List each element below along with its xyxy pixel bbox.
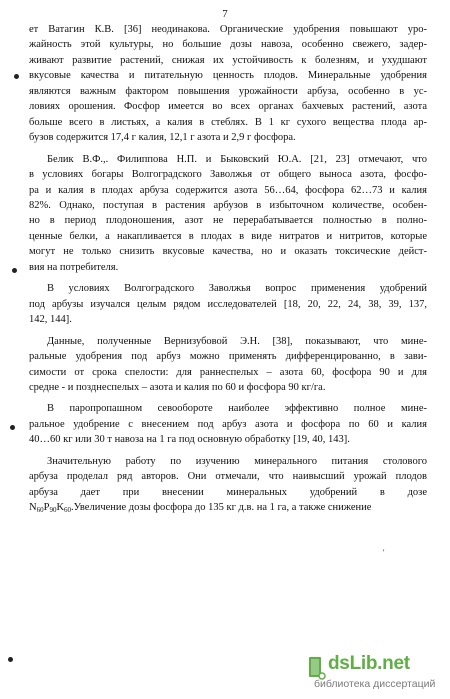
paragraph	[29, 281, 427, 327]
text-line: Белик В.Ф.,. Филиппова Н.П. и Быковский Ю.А. [21, 23] отмечают, что	[47, 153, 427, 165]
text-line: ральные удобрения под арбуз можно применять дифференцированно, в зави-	[29, 351, 427, 363]
potassium-symbol: K	[56, 502, 65, 514]
text-line: средне - и позднеспелых – азота и калия по 60 и фосфора 90 кг/га.	[29, 381, 326, 393]
nitrogen-dose: 60	[36, 506, 44, 515]
margin-mark	[8, 657, 13, 662]
text-line: вия на потребителя.	[29, 261, 119, 273]
text-line: ет Ватагин К.В. [36] неодинакова. Органические удобрения повышают уро-	[29, 24, 427, 35]
paragraph	[29, 334, 427, 396]
text-line: ценные белки, а накапливается в плодах в виде нитратов и нитритов, которые	[29, 230, 427, 242]
text-line: Значительную работу по изучению минерального питания столового	[47, 455, 427, 467]
phosphorus-dose: 90	[49, 506, 57, 515]
paragraph	[29, 152, 427, 276]
body-text	[29, 22, 427, 516]
text-line: вкусовые качества и питательную ценность плодов. Минеральные удобрения	[29, 70, 427, 82]
formula-rest: .Увеличение дозы фосфора до 135 кг д.в. на 1 га, а также снижение	[71, 502, 372, 514]
text-line: но в период плодоношения, азот не перерабатывается полностью в полно-	[29, 215, 427, 227]
margin-mark	[10, 425, 15, 430]
paragraph	[29, 401, 427, 447]
potassium-dose: 60	[64, 506, 72, 515]
text-line: арбуза дает при внесении минеральных удобрений в дозе	[29, 486, 427, 498]
text-line: арбуза проделал ряд авторов. Они отмечали, что наивысший урожай плодов	[29, 471, 427, 483]
formula-line	[29, 500, 427, 515]
margin-mark: '	[383, 548, 385, 557]
text-line: в условиях богары Волгоградского Заволжья от общего выноса азота, фосфо-	[29, 169, 427, 181]
text-line: могут не только снизить вкусовые качества, но и оказать токсические дейст-	[29, 246, 427, 258]
watermark-title[interactable]: dsLib.net	[328, 653, 410, 674]
watermark-subtitle: библиотека диссертаций	[314, 678, 436, 690]
paragraph	[29, 454, 427, 516]
text-line: 142, 144].	[29, 314, 72, 326]
margin-mark	[14, 74, 19, 79]
text-line: 40…60 кг или 30 т навоза на 1 га под основную обработку [19, 40, 143].	[29, 434, 350, 446]
text-line: симости от срока спелости: для раннеспелых – азота 60, фосфора 90 и для	[29, 366, 427, 378]
text-line: бузов содержится 17,4 г калия, 12,1 г азота и 2,9 г фосфора.	[29, 132, 296, 144]
text-line: 82%. Однако, поступая в растения арбузов в избыточном количестве, особен-	[29, 199, 427, 211]
nitrogen-symbol: N	[29, 502, 37, 514]
paragraph	[29, 22, 427, 146]
margin-mark	[12, 268, 17, 273]
text-line: Данные, полученные Вернизубовой Э.Н. [38], показывают, что мине-	[47, 335, 427, 347]
text-line: являются важным фактором повышения урожайности арбуза, особенно в ус-	[29, 85, 427, 97]
text-line: В паропропашном севообороте наиболее эффективно полное мине-	[47, 403, 427, 415]
phosphorus-symbol: P	[43, 502, 50, 514]
page-number: 7	[222, 8, 228, 20]
text-line: живают развитие растений, снижая их устойчивость к болезням, и ухудшают	[29, 54, 427, 66]
text-line: ловиях орошения. Фосфор имеется во всех органах бахчевых растений, азота	[29, 101, 427, 113]
text-line: больше всего в листьях, а калия в стеблях. В 1 кг сухого вещества плода ар-	[29, 116, 427, 128]
text-line: ральное удобрение с внесением под арбуз азота и фосфора по 60 и калия	[29, 418, 427, 430]
text-line: В условиях Волгоградского Заволжья вопрос применения удобрений	[47, 283, 427, 295]
text-line: ра и калия в плодах арбуза содержится азота 56…64, фосфора 62…73 и калия	[29, 184, 427, 196]
text-line: под арбузы изучался целым рядом исследователей [18, 20, 22, 24, 38, 39, 137,	[29, 298, 427, 310]
watermark	[306, 653, 438, 693]
text-line: жайность этой культуры, но большие дозы навоза, особенно свежего, задер-	[29, 39, 427, 51]
